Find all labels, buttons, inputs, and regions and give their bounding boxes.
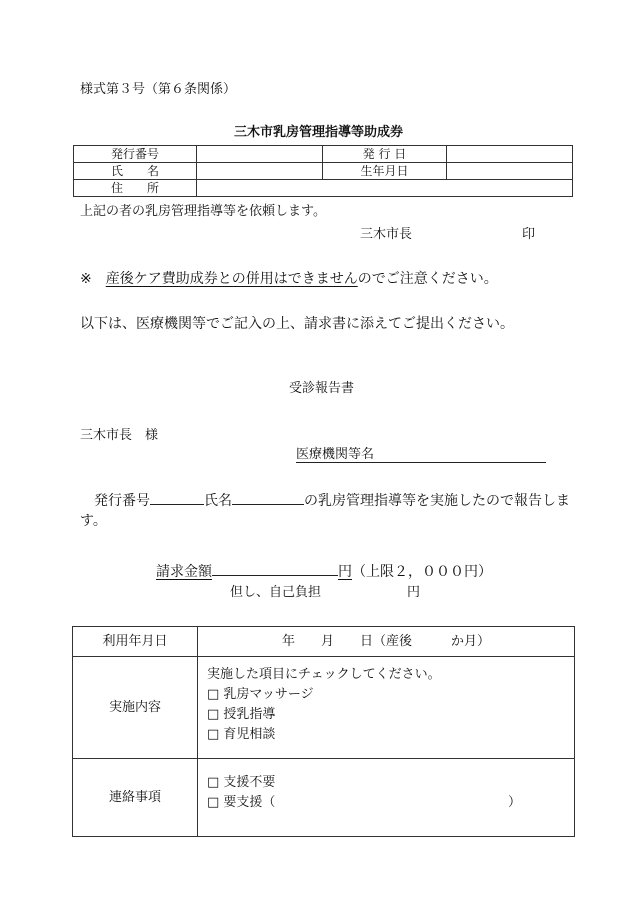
name-blank[interactable]	[232, 492, 304, 505]
issue-number-field[interactable]	[197, 146, 323, 163]
date-value[interactable]: 年 月 日（産後 か月）	[198, 627, 575, 657]
name-field[interactable]	[197, 163, 323, 180]
request-text: 上記の者の乳房管理指導等を依頼します。	[80, 204, 326, 219]
copay-label: 但し、自己負担	[230, 585, 322, 600]
claim-line	[156, 563, 492, 580]
checkbox-breastfeeding-guidance[interactable]: □ 授乳指導	[207, 707, 276, 722]
addressee: 三木市長 様	[80, 428, 159, 443]
sentence-line2: す。	[80, 513, 107, 529]
date-label: 利用年月日	[73, 627, 198, 657]
form-number: 様式第３号（第６条関係）	[80, 82, 237, 97]
notice-rest: のでご注意ください。	[357, 271, 498, 287]
checkbox-childcare-consultation[interactable]: □ 育児相談	[207, 727, 276, 742]
issue-date-field[interactable]	[447, 146, 573, 163]
birth-date-label: 生年月日	[323, 163, 447, 180]
institution-underline[interactable]	[296, 462, 546, 463]
name-text: 氏名	[204, 493, 232, 509]
content-cell	[198, 657, 575, 759]
issue-no-blank[interactable]	[150, 492, 204, 505]
coupon-title: 三木市乳房管理指導等助成券	[234, 125, 404, 140]
copay-yen: 円	[407, 585, 421, 600]
seal-mark: 印	[522, 227, 536, 242]
notice-underlined: 産後ケア費助成券との併用はできません	[105, 271, 358, 287]
support-close-paren: ）	[508, 795, 522, 810]
coupon-table	[73, 145, 573, 197]
address-field[interactable]	[197, 180, 573, 197]
content-instruction: 実施した項目にチェックしてください。	[207, 667, 441, 682]
claim-limit: （上限２，０００円）	[352, 564, 492, 580]
content-label: 実施内容	[73, 657, 198, 759]
claim-amount-blank[interactable]	[212, 563, 338, 576]
issue-date-label: 発 行 日	[323, 146, 447, 163]
issuer-name: 三木市長	[360, 227, 413, 242]
support-needed-label: □ 要支援（	[207, 795, 276, 810]
birth-date-field[interactable]	[447, 163, 573, 180]
checkbox-support-needed[interactable]	[207, 793, 574, 813]
notice-mark: ※	[80, 271, 92, 287]
report-title: 受診報告書	[289, 381, 355, 396]
claim-yen: 円	[338, 564, 352, 580]
instruction: 以下は、医療機関等でご記入の上、請求書に添えてご提出ください。	[80, 316, 514, 332]
checkbox-breast-massage[interactable]: □ 乳房マッサージ	[207, 687, 314, 702]
contact-label: 連絡事項	[73, 759, 198, 837]
institution-label: 医療機関等名	[296, 447, 375, 462]
report-sentence	[94, 492, 570, 509]
issue-number-label: 発行番号	[74, 146, 197, 163]
contact-cell	[198, 759, 575, 837]
sentence-rest: の乳房管理指導等を実施したので報告しま	[304, 493, 570, 509]
issue-no-text: 発行番号	[94, 493, 150, 509]
report-table	[72, 626, 575, 837]
claim-label: 請求金額	[156, 564, 212, 580]
checkbox-no-support[interactable]: □ 支援不要	[207, 775, 276, 790]
address-label: 住 所	[74, 180, 197, 197]
notice	[80, 271, 498, 287]
name-label: 氏 名	[74, 163, 197, 180]
